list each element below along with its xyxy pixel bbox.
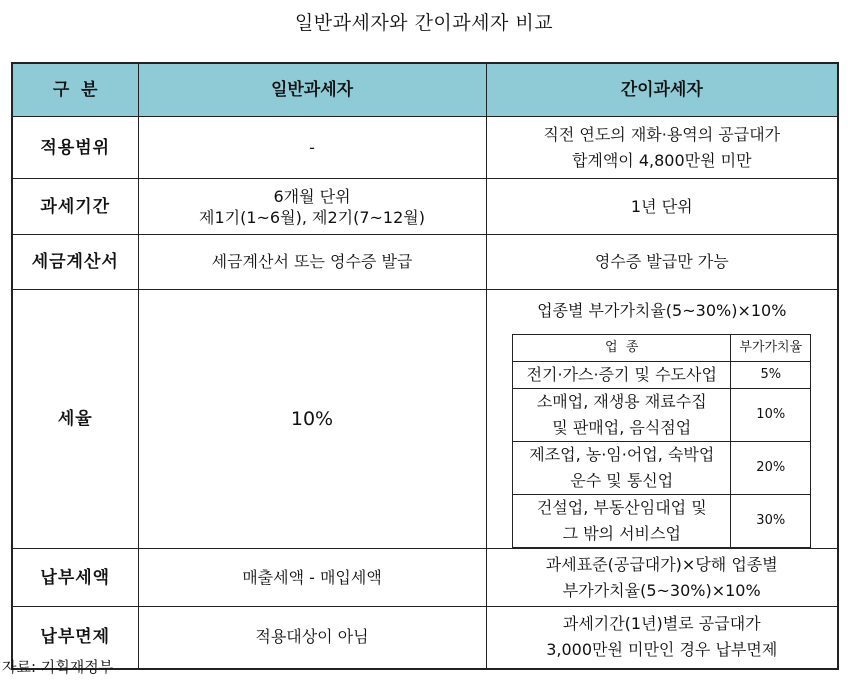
rate-table-header bbox=[513, 335, 811, 362]
table-row bbox=[12, 179, 838, 235]
cell-text: 합계액이 4,800만원 미만 bbox=[571, 150, 752, 170]
source-note: 자료: 기획재정부 bbox=[2, 658, 114, 676]
general-cell bbox=[138, 549, 486, 607]
cell-text: 과세표준(공급대가)×당해 업종별 bbox=[545, 554, 778, 574]
rate-row bbox=[513, 495, 811, 548]
row-label: 세금계산서 bbox=[12, 235, 138, 290]
cell-text: 세금계산서 또는 영수증 발급 bbox=[211, 252, 413, 271]
simple-cell bbox=[486, 549, 838, 607]
industry-text: 소매업, 재생용 재료수집 bbox=[536, 392, 707, 411]
general-cell bbox=[138, 179, 486, 235]
table-row bbox=[12, 607, 838, 669]
cell-text: 제1기(1~6월), 제2기(7~12월) bbox=[199, 207, 425, 227]
cell-text: 과세기간(1년)별로 공급대가 bbox=[562, 614, 761, 634]
cell-text: 1년 단위 bbox=[630, 196, 693, 216]
cell-text: 업종별 부가가치율(5~30%)×10% bbox=[537, 301, 787, 320]
industry-cell bbox=[513, 495, 731, 548]
table-row bbox=[12, 235, 838, 290]
header-category: 구 분 bbox=[12, 63, 138, 117]
industry-cell bbox=[513, 389, 731, 442]
industry-cell bbox=[513, 362, 731, 389]
simple-cell bbox=[486, 117, 838, 179]
row-label: 적용범위 bbox=[12, 117, 138, 179]
industry-text: 및 판매업, 음식점업 bbox=[552, 418, 692, 437]
industry-text: 제조업, 농·임·어업, 숙박업 bbox=[529, 445, 715, 464]
cell-text: 매출세액 - 매입세액 bbox=[242, 567, 382, 587]
industry-text: 운수 및 통신업 bbox=[570, 471, 674, 490]
header-simplified-taxpayer: 간이과세자 bbox=[486, 63, 838, 117]
general-cell bbox=[138, 290, 486, 549]
table-row bbox=[12, 549, 838, 607]
rate-cell: 5% bbox=[731, 362, 811, 389]
general-cell bbox=[138, 607, 486, 669]
rate-header-rate: 부가가치율 bbox=[731, 335, 811, 362]
industry-cell bbox=[513, 442, 731, 495]
header-general-taxpayer: 일반과세자 bbox=[138, 63, 486, 117]
rate-cell: 20% bbox=[731, 442, 811, 495]
cell-text: 6개월 단위 bbox=[273, 186, 351, 206]
industry-text: 전기·가스·증기 및 수도사업 bbox=[526, 365, 717, 384]
row-label: 납부세액 bbox=[12, 549, 138, 607]
cell-text: 영수증 발급만 가능 bbox=[594, 252, 729, 271]
rate-row bbox=[513, 442, 811, 495]
rate-header-industry: 업 종 bbox=[513, 335, 731, 362]
cell-text: 부가가치율(5~30%)×10% bbox=[562, 580, 761, 600]
row-label: 납부면제 bbox=[12, 607, 138, 669]
rate-row bbox=[513, 362, 811, 389]
rate-cell: 10% bbox=[731, 389, 811, 442]
cell-text: - bbox=[309, 137, 315, 157]
table-row bbox=[12, 290, 838, 549]
simple-cell bbox=[486, 607, 838, 669]
rate-row bbox=[513, 389, 811, 442]
industry-text: 건설업, 부동산임대업 및 bbox=[536, 498, 707, 517]
row-label: 세율 bbox=[12, 290, 138, 549]
cell-text: 10% bbox=[290, 408, 334, 430]
page-title: 일반과세자와 간이과세자 비교 bbox=[294, 12, 554, 34]
simple-cell bbox=[486, 179, 838, 235]
cell-text: 적용대상이 아님 bbox=[255, 627, 369, 647]
simple-cell bbox=[486, 235, 838, 290]
general-cell bbox=[138, 235, 486, 290]
rate-table bbox=[512, 334, 811, 548]
cell-text: 직전 연도의 재화·용역의 공급대가 bbox=[543, 124, 781, 144]
comparison-table bbox=[11, 62, 839, 670]
simple-cell bbox=[486, 290, 838, 549]
industry-text: 그 밖의 서비스업 bbox=[562, 524, 681, 543]
table-header-row bbox=[12, 63, 838, 117]
table-row bbox=[12, 117, 838, 179]
cell-text: 3,000만원 미만인 경우 납부면제 bbox=[546, 640, 778, 660]
rate-cell: 30% bbox=[731, 495, 811, 548]
general-cell bbox=[138, 117, 486, 179]
row-label: 과세기간 bbox=[12, 179, 138, 235]
